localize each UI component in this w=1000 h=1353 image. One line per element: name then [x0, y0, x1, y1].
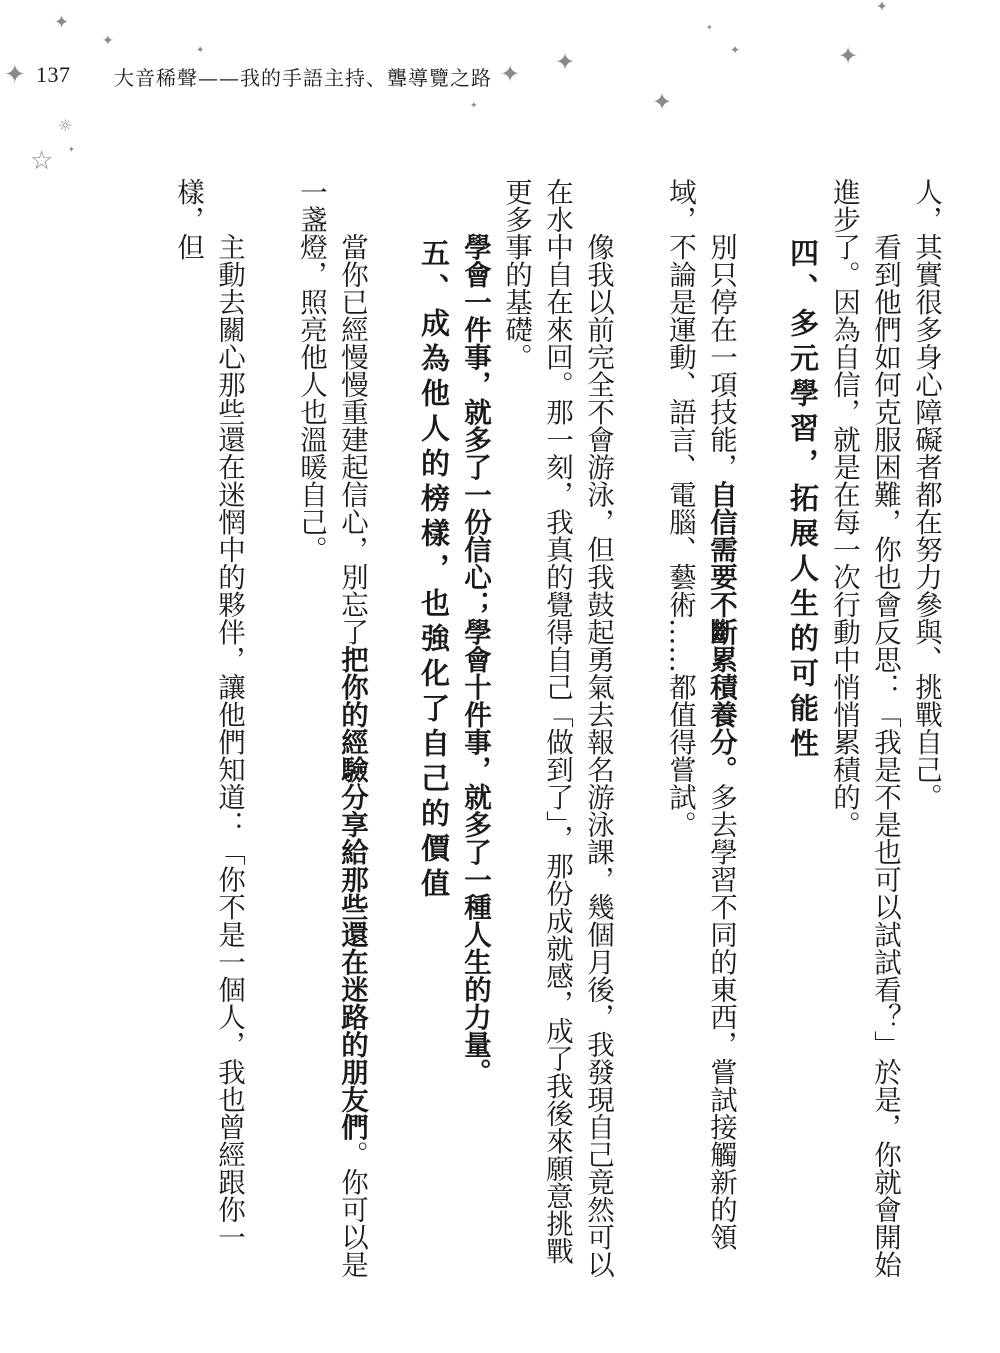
- sparkle-icon: ✦: [876, 0, 888, 15]
- sparkle-icon: ✦: [706, 23, 713, 32]
- section-heading: 五、成為他人的榜樣，也強化了自己的價值: [417, 238, 451, 903]
- sparkle-icon: ✦: [652, 88, 673, 116]
- text-span: 。你可以是一盞燈，照亮他人也溫暖自己。: [295, 178, 368, 1278]
- paragraph: 人，其實很多身心障礙者都在努力參與、挑戰自己。: [910, 178, 942, 811]
- sparkle-icon: ✦: [102, 33, 114, 49]
- book-title: 大音稀聲——我的手語主持、聾導覽之路: [114, 66, 492, 90]
- sparkle-icon: ✦: [470, 101, 478, 111]
- page-number: 137: [36, 62, 71, 87]
- emphasis-text: 自信需要不斷累積養分。: [705, 480, 737, 783]
- paragraph: 主動去關心那些還在迷惘中的夥伴，讓他們知道：「你不是一個人，我也曾經跟你一樣，但: [172, 178, 245, 1251]
- section-heading: 四、多元學習，拓展人生的可能性: [786, 238, 820, 763]
- emphasis-text: 把你的經驗分享給那些還在迷路的朋友們: [336, 645, 368, 1141]
- text-span: 多去學習不同的東西，嘗試接觸新的領域，不論是運動、語言、電腦、藝術……都值得嘗試。: [664, 178, 737, 1251]
- outline-star-icon: ☆: [30, 146, 54, 176]
- body-text: [46, 178, 946, 1288]
- sparkle-icon: ✦: [730, 43, 741, 57]
- sun-circle-icon: ☼: [58, 116, 73, 135]
- sparkle-icon: ✦: [500, 60, 521, 88]
- emphasis-paragraph: 學會一件事，就多了一份信心；學會十件事，就多了一種人生的力量。: [459, 233, 491, 1086]
- sparkle-icon: ✦: [555, 48, 576, 76]
- text-span: 別只停在一項技能，: [705, 233, 737, 481]
- sparkle-icon: ✦: [196, 45, 205, 56]
- paragraph: 像我以前完全不會游泳，但我鼓起勇氣去報名游泳課，幾個月後，我發現自己竟然可以在水中自在來回。那一刻，我真的覺得自己「做到了」，那份成就感，成了我後來願意挑戰更多事的基礎。: [500, 178, 614, 1278]
- sparkle-icon: ✦: [54, 12, 70, 33]
- sparkle-icon: ✦: [838, 42, 859, 70]
- paragraph: [659, 178, 741, 1288]
- sparkle-icon: ✦: [4, 60, 26, 90]
- text-span: 當你已經慢慢重建起信心，別忘了: [336, 233, 368, 646]
- paragraph: 看到他們如何克服困難，你也會反思：「我是不是也可以試試看？」於是，你就會開始進步了。因為自信，就是在每一次行動中悄悄累積的。: [828, 178, 901, 1278]
- sparkle-icon: ✦: [68, 145, 75, 154]
- running-header: [0, 58, 1000, 98]
- paragraph: [290, 178, 372, 1288]
